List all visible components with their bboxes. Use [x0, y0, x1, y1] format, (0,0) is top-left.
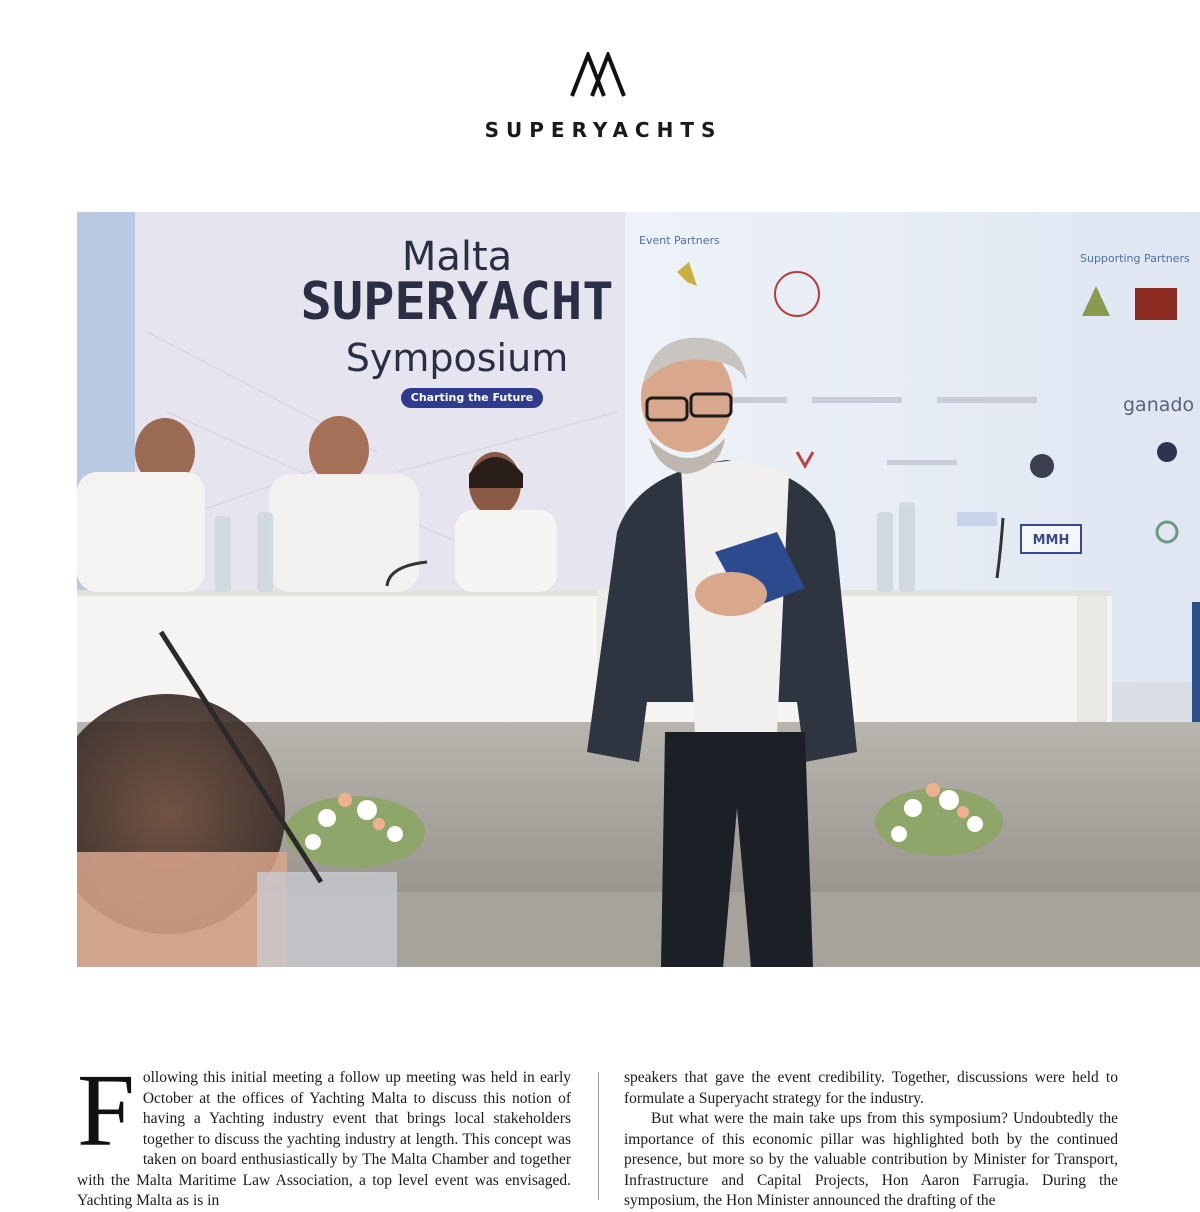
banner-title-line2: SUPERYACHT — [300, 272, 614, 332]
article-right-paragraph-2: But what were the main take ups from this symposium? Undoubtedly the importance of this economic pillar was highlighted both by the continued presence, but more so by the valuable contribution by Minister for Transport, Infrastructure and Capital Projects, Hon Aaron Farrugia. During the symposium, the Hon Minister announced the drafting of the — [624, 1110, 1118, 1209]
event-partners-label: Event Partners — [639, 234, 720, 247]
column-divider — [598, 1072, 599, 1200]
sponsor-wordmark: ganado — [1123, 394, 1195, 416]
banner-title-line3: Symposium — [345, 336, 569, 380]
article-left-column — [77, 1053, 571, 1212]
supporting-partners-label: Supporting Partners — [1080, 252, 1190, 265]
symposium-photo — [77, 212, 1200, 967]
brand-wordmark: SUPERYACHTS — [484, 118, 723, 142]
article-right-paragraph-1: speakers that gave the event credibility. Together, discussions were held to formulate a Superyacht strategy for the industry. — [624, 1069, 1118, 1107]
double-a-monogram-icon — [568, 52, 628, 98]
article-left-text: ollowing this initial meeting a follow up meeting was held in early October at the offices of Yachting Malta to discuss this notion of having a Yachting industry event that brings local stakeholders together to discuss the yachting industry at length. This concept was taken on board enthusiastically by The Malta Chamber and together with the Malta Maritime Law Association, a top level event was envisaged. Yachting Malta as is in — [77, 1069, 571, 1209]
article-left-paragraph — [77, 1053, 571, 1212]
article-right-column — [624, 1068, 1118, 1212]
sponsor-logo-box: MMH — [1020, 524, 1082, 554]
banner-title-line1: Malta — [401, 234, 513, 280]
banner-tagline: Charting the Future — [401, 388, 543, 408]
drop-cap: F — [77, 1053, 135, 1168]
